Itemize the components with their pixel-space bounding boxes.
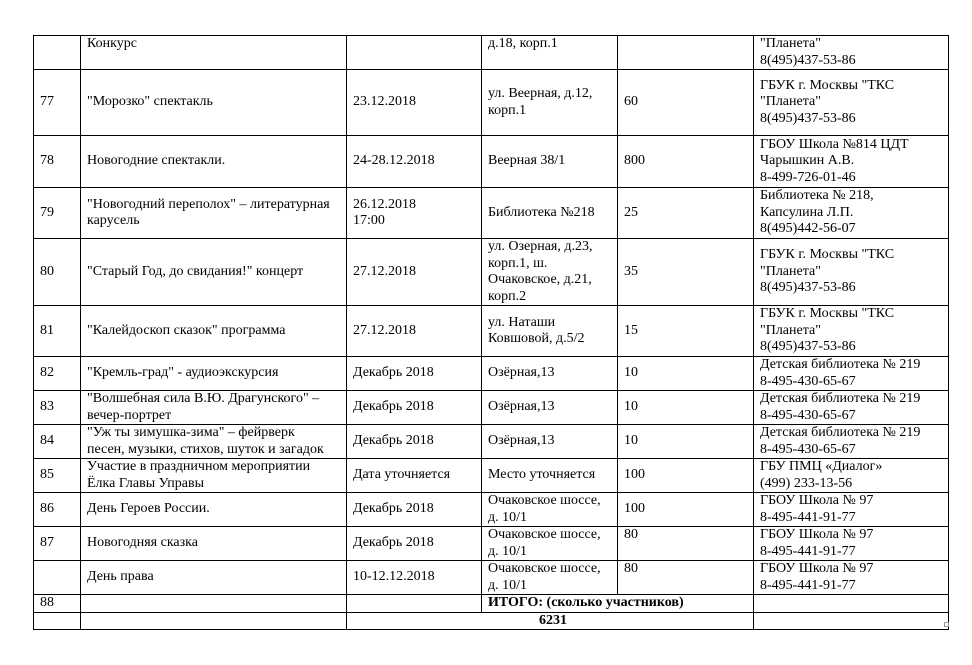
event-date bbox=[347, 36, 482, 70]
participant-count: 800 bbox=[618, 136, 754, 188]
organizer: ГБУ ПМЦ «Диалог» (499) 233-13-56 bbox=[754, 459, 949, 493]
event-date: 23.12.2018 bbox=[347, 70, 482, 136]
event-date: 10-12.12.2018 bbox=[347, 561, 482, 595]
table-row bbox=[34, 306, 949, 357]
event-place: д.18, корп.1 bbox=[482, 36, 618, 70]
row-number: 78 bbox=[34, 136, 81, 188]
participant-count: 100 bbox=[618, 493, 754, 527]
grand-total-value: 6231 bbox=[347, 612, 754, 630]
participant-count: 25 bbox=[618, 188, 754, 239]
participant-count: 80 bbox=[618, 561, 754, 595]
participant-count: 10 bbox=[618, 391, 754, 425]
table-row bbox=[34, 70, 949, 136]
event-name: Участие в праздничном мероприятии Ёлка Главы Управы bbox=[81, 459, 347, 493]
event-place: Веерная 38/1 bbox=[482, 136, 618, 188]
participant-count: 10 bbox=[618, 357, 754, 391]
table-row bbox=[34, 493, 949, 527]
row-number: 80 bbox=[34, 239, 81, 306]
event-name: День Героев России. bbox=[81, 493, 347, 527]
event-name: Новогодние спектакли. bbox=[81, 136, 347, 188]
organizer: Библиотека № 218, Капсулина Л.П. 8(495)442-56-07 bbox=[754, 188, 949, 239]
table-resize-handle[interactable] bbox=[944, 622, 949, 627]
participant-count: 15 bbox=[618, 306, 754, 357]
participant-count bbox=[618, 36, 754, 70]
event-place: Библиотека №218 bbox=[482, 188, 618, 239]
event-place: Озёрная,13 bbox=[482, 357, 618, 391]
total-row bbox=[34, 595, 949, 613]
organizer: ГБОУ Школа № 97 8-495-441-91-77 bbox=[754, 561, 949, 595]
event-name: Новогодняя сказка bbox=[81, 527, 347, 561]
event-place: ул. Веерная, д.12, корп.1 bbox=[482, 70, 618, 136]
organizer: ГБУК г. Москвы "ТКС "Планета" 8(495)437-53-86 bbox=[754, 70, 949, 136]
event-place: Очаковское шоссе, д. 10/1 bbox=[482, 493, 618, 527]
organizer: ГБУК г. Москвы "ТКС "Планета" 8(495)437-53-86 bbox=[754, 239, 949, 306]
table-row bbox=[34, 459, 949, 493]
row-number: 84 bbox=[34, 425, 81, 459]
row-number: 87 bbox=[34, 527, 81, 561]
event-date: Дата уточняется bbox=[347, 459, 482, 493]
row-number: 86 bbox=[34, 493, 81, 527]
event-date: Декабрь 2018 bbox=[347, 493, 482, 527]
event-name: День права bbox=[81, 561, 347, 595]
event-date: 27.12.2018 bbox=[347, 239, 482, 306]
event-place: Очаковское шоссе, д. 10/1 bbox=[482, 527, 618, 561]
row-number: 79 bbox=[34, 188, 81, 239]
table-row bbox=[34, 239, 949, 306]
event-place: ул. Наташи Ковшовой, д.5/2 bbox=[482, 306, 618, 357]
organizer: "Планета" 8(495)437-53-86 bbox=[754, 36, 949, 70]
organizer: Детская библиотека № 219 8-495-430-65-67 bbox=[754, 357, 949, 391]
organizer: ГБУК г. Москвы "ТКС "Планета" 8(495)437-53-86 bbox=[754, 306, 949, 357]
table-row bbox=[34, 561, 949, 595]
row-number: 83 bbox=[34, 391, 81, 425]
organizer: ГБОУ Школа №814 ЦДТ Чарышкин А.В. 8-499-726-01-46 bbox=[754, 136, 949, 188]
event-name: Конкурс bbox=[81, 36, 347, 70]
table-row bbox=[34, 357, 949, 391]
organizer: Детская библиотека № 219 8-495-430-65-67 bbox=[754, 391, 949, 425]
row-number: 81 bbox=[34, 306, 81, 357]
row-number bbox=[34, 561, 81, 595]
event-date: 27.12.2018 bbox=[347, 306, 482, 357]
row-number bbox=[34, 36, 81, 70]
row-number: 85 bbox=[34, 459, 81, 493]
participant-count: 100 bbox=[618, 459, 754, 493]
participant-count: 10 bbox=[618, 425, 754, 459]
event-name: "Уж ты зимушка-зима" – фейрверк песен, музыки, стихов, шуток и загадок bbox=[81, 425, 347, 459]
organizer: ГБОУ Школа № 97 8-495-441-91-77 bbox=[754, 493, 949, 527]
event-name: "Калейдоскоп сказок" программа bbox=[81, 306, 347, 357]
table-row bbox=[34, 36, 949, 70]
event-place: Озёрная,13 bbox=[482, 425, 618, 459]
organizer: ГБОУ Школа № 97 8-495-441-91-77 bbox=[754, 527, 949, 561]
participant-count: 35 bbox=[618, 239, 754, 306]
event-place: Место уточняется bbox=[482, 459, 618, 493]
row-number: 77 bbox=[34, 70, 81, 136]
event-name: "Волшебная сила В.Ю. Драгунского" – вечер-портрет bbox=[81, 391, 347, 425]
event-date: Декабрь 2018 bbox=[347, 425, 482, 459]
event-date: Декабрь 2018 bbox=[347, 391, 482, 425]
event-name: "Новогодний переполох" – литературная карусель bbox=[81, 188, 347, 239]
event-place: Очаковское шоссе, д. 10/1 bbox=[482, 561, 618, 595]
participant-count: 60 bbox=[618, 70, 754, 136]
event-name: "Морозко" спектакль bbox=[81, 70, 347, 136]
event-date: 26.12.2018 17:00 bbox=[347, 188, 482, 239]
table-row bbox=[34, 136, 949, 188]
table-row bbox=[34, 188, 949, 239]
event-date: Декабрь 2018 bbox=[347, 357, 482, 391]
event-date: Декабрь 2018 bbox=[347, 527, 482, 561]
event-name: "Кремль-град" - аудиоэкскурсия bbox=[81, 357, 347, 391]
grand-total-row bbox=[34, 612, 949, 630]
event-place: ул. Озерная, д.23, корп.1, ш. Очаковское, д.21, корп.2 bbox=[482, 239, 618, 306]
total-label: ИТОГО: (сколько участников) bbox=[482, 595, 754, 613]
event-date: 24-28.12.2018 bbox=[347, 136, 482, 188]
event-place: Озёрная,13 bbox=[482, 391, 618, 425]
table-row bbox=[34, 527, 949, 561]
organizer: Детская библиотека № 219 8-495-430-65-67 bbox=[754, 425, 949, 459]
table-row bbox=[34, 391, 949, 425]
table-row bbox=[34, 425, 949, 459]
event-name: "Старый Год, до свидания!" концерт bbox=[81, 239, 347, 306]
participant-count: 80 bbox=[618, 527, 754, 561]
events-table bbox=[33, 35, 949, 630]
row-number: 88 bbox=[34, 595, 81, 613]
row-number: 82 bbox=[34, 357, 81, 391]
